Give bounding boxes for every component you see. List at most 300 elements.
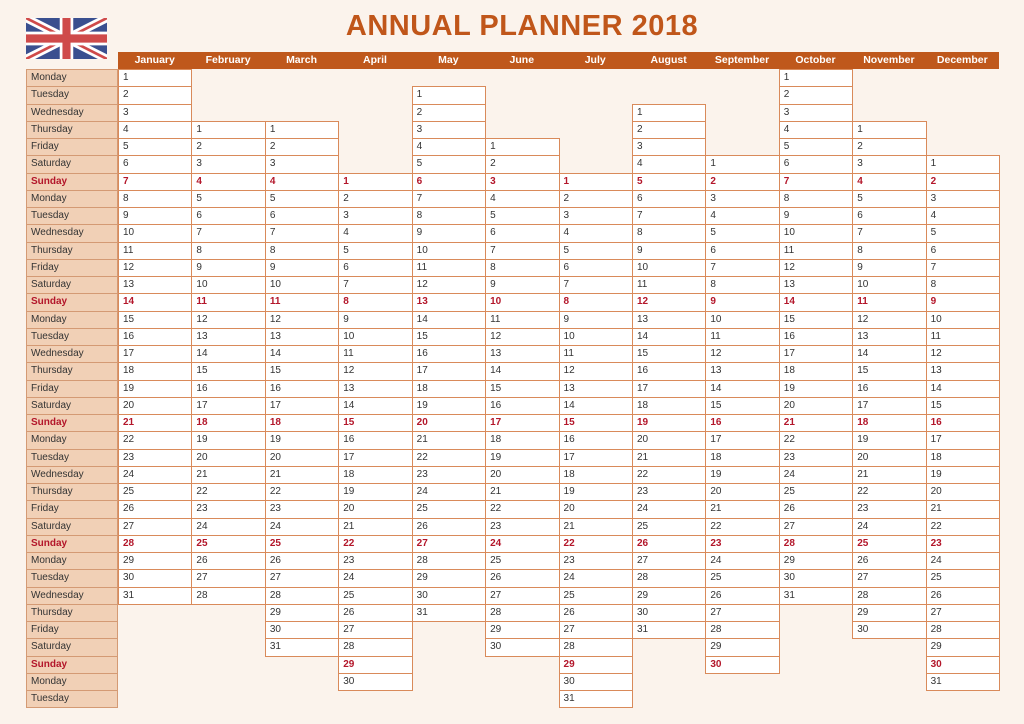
day-cell-august-1[interactable]: 1 [632,104,706,122]
day-cell-april-26[interactable]: 26 [338,604,412,622]
day-cell-june-21[interactable]: 21 [485,483,559,501]
day-cell-april-16[interactable]: 16 [338,431,412,449]
day-cell-january-17[interactable]: 17 [118,345,192,363]
day-cell-march-13[interactable]: 13 [265,328,339,346]
day-cell-august-20[interactable]: 20 [632,431,706,449]
day-cell-october-4[interactable]: 4 [779,121,853,139]
day-cell-december-23[interactable]: 23 [926,535,1000,553]
day-cell-may-29[interactable]: 29 [412,569,486,587]
day-cell-june-16[interactable]: 16 [485,397,559,415]
day-cell-february-28[interactable]: 28 [191,587,265,605]
day-cell-october-18[interactable]: 18 [779,362,853,380]
day-cell-december-15[interactable]: 15 [926,397,1000,415]
day-cell-march-11[interactable]: 11 [265,293,339,311]
day-cell-july-11[interactable]: 11 [559,345,633,363]
day-cell-august-11[interactable]: 11 [632,276,706,294]
day-cell-february-19[interactable]: 19 [191,431,265,449]
day-cell-september-10[interactable]: 10 [705,311,779,329]
day-cell-february-17[interactable]: 17 [191,397,265,415]
day-cell-september-1[interactable]: 1 [705,155,779,173]
day-cell-june-25[interactable]: 25 [485,552,559,570]
day-cell-july-31[interactable]: 31 [559,690,633,708]
day-cell-november-10[interactable]: 10 [852,276,926,294]
day-cell-june-14[interactable]: 14 [485,362,559,380]
day-cell-may-10[interactable]: 10 [412,242,486,260]
day-cell-september-22[interactable]: 22 [705,518,779,536]
day-cell-march-7[interactable]: 7 [265,224,339,242]
day-cell-april-22[interactable]: 22 [338,535,412,553]
day-cell-january-13[interactable]: 13 [118,276,192,294]
day-cell-april-29[interactable]: 29 [338,656,412,674]
day-cell-july-14[interactable]: 14 [559,397,633,415]
day-cell-january-27[interactable]: 27 [118,518,192,536]
day-cell-june-9[interactable]: 9 [485,276,559,294]
day-cell-june-22[interactable]: 22 [485,500,559,518]
day-cell-may-7[interactable]: 7 [412,190,486,208]
day-cell-june-8[interactable]: 8 [485,259,559,277]
day-cell-september-11[interactable]: 11 [705,328,779,346]
day-cell-february-5[interactable]: 5 [191,190,265,208]
day-cell-october-28[interactable]: 28 [779,535,853,553]
day-cell-april-15[interactable]: 15 [338,414,412,432]
day-cell-august-2[interactable]: 2 [632,121,706,139]
day-cell-october-14[interactable]: 14 [779,293,853,311]
day-cell-december-2[interactable]: 2 [926,173,1000,191]
day-cell-june-11[interactable]: 11 [485,311,559,329]
day-cell-july-12[interactable]: 12 [559,362,633,380]
day-cell-june-3[interactable]: 3 [485,173,559,191]
day-cell-may-19[interactable]: 19 [412,397,486,415]
day-cell-january-18[interactable]: 18 [118,362,192,380]
day-cell-december-11[interactable]: 11 [926,328,1000,346]
day-cell-october-11[interactable]: 11 [779,242,853,260]
day-cell-march-19[interactable]: 19 [265,431,339,449]
day-cell-july-16[interactable]: 16 [559,431,633,449]
day-cell-april-8[interactable]: 8 [338,293,412,311]
day-cell-february-16[interactable]: 16 [191,380,265,398]
day-cell-march-9[interactable]: 9 [265,259,339,277]
day-cell-november-29[interactable]: 29 [852,604,926,622]
day-cell-july-13[interactable]: 13 [559,380,633,398]
day-cell-december-25[interactable]: 25 [926,569,1000,587]
day-cell-june-23[interactable]: 23 [485,518,559,536]
day-cell-september-24[interactable]: 24 [705,552,779,570]
day-cell-march-25[interactable]: 25 [265,535,339,553]
day-cell-april-9[interactable]: 9 [338,311,412,329]
day-cell-september-14[interactable]: 14 [705,380,779,398]
day-cell-november-27[interactable]: 27 [852,569,926,587]
day-cell-december-16[interactable]: 16 [926,414,1000,432]
day-cell-january-14[interactable]: 14 [118,293,192,311]
day-cell-june-27[interactable]: 27 [485,587,559,605]
day-cell-december-1[interactable]: 1 [926,155,1000,173]
day-cell-april-2[interactable]: 2 [338,190,412,208]
day-cell-october-26[interactable]: 26 [779,500,853,518]
day-cell-march-10[interactable]: 10 [265,276,339,294]
day-cell-november-30[interactable]: 30 [852,621,926,639]
day-cell-july-7[interactable]: 7 [559,276,633,294]
day-cell-september-16[interactable]: 16 [705,414,779,432]
day-cell-december-3[interactable]: 3 [926,190,1000,208]
day-cell-november-25[interactable]: 25 [852,535,926,553]
day-cell-september-15[interactable]: 15 [705,397,779,415]
day-cell-january-23[interactable]: 23 [118,449,192,467]
day-cell-october-25[interactable]: 25 [779,483,853,501]
day-cell-january-29[interactable]: 29 [118,552,192,570]
day-cell-november-11[interactable]: 11 [852,293,926,311]
day-cell-november-26[interactable]: 26 [852,552,926,570]
day-cell-october-16[interactable]: 16 [779,328,853,346]
day-cell-august-18[interactable]: 18 [632,397,706,415]
day-cell-september-5[interactable]: 5 [705,224,779,242]
day-cell-may-6[interactable]: 6 [412,173,486,191]
day-cell-december-17[interactable]: 17 [926,431,1000,449]
day-cell-april-20[interactable]: 20 [338,500,412,518]
day-cell-august-7[interactable]: 7 [632,207,706,225]
day-cell-february-22[interactable]: 22 [191,483,265,501]
day-cell-august-28[interactable]: 28 [632,569,706,587]
day-cell-may-18[interactable]: 18 [412,380,486,398]
day-cell-march-14[interactable]: 14 [265,345,339,363]
day-cell-october-21[interactable]: 21 [779,414,853,432]
day-cell-march-30[interactable]: 30 [265,621,339,639]
day-cell-july-19[interactable]: 19 [559,483,633,501]
day-cell-august-10[interactable]: 10 [632,259,706,277]
day-cell-september-7[interactable]: 7 [705,259,779,277]
day-cell-may-3[interactable]: 3 [412,121,486,139]
day-cell-june-7[interactable]: 7 [485,242,559,260]
day-cell-april-1[interactable]: 1 [338,173,412,191]
day-cell-october-9[interactable]: 9 [779,207,853,225]
day-cell-december-22[interactable]: 22 [926,518,1000,536]
day-cell-march-15[interactable]: 15 [265,362,339,380]
day-cell-may-13[interactable]: 13 [412,293,486,311]
day-cell-february-6[interactable]: 6 [191,207,265,225]
day-cell-september-19[interactable]: 19 [705,466,779,484]
day-cell-may-9[interactable]: 9 [412,224,486,242]
day-cell-october-3[interactable]: 3 [779,104,853,122]
day-cell-december-26[interactable]: 26 [926,587,1000,605]
day-cell-november-12[interactable]: 12 [852,311,926,329]
day-cell-november-19[interactable]: 19 [852,431,926,449]
day-cell-may-11[interactable]: 11 [412,259,486,277]
day-cell-february-21[interactable]: 21 [191,466,265,484]
day-cell-august-4[interactable]: 4 [632,155,706,173]
day-cell-june-4[interactable]: 4 [485,190,559,208]
day-cell-october-15[interactable]: 15 [779,311,853,329]
day-cell-march-23[interactable]: 23 [265,500,339,518]
day-cell-june-13[interactable]: 13 [485,345,559,363]
day-cell-october-19[interactable]: 19 [779,380,853,398]
day-cell-january-20[interactable]: 20 [118,397,192,415]
day-cell-september-8[interactable]: 8 [705,276,779,294]
day-cell-november-8[interactable]: 8 [852,242,926,260]
day-cell-december-8[interactable]: 8 [926,276,1000,294]
day-cell-december-13[interactable]: 13 [926,362,1000,380]
day-cell-april-12[interactable]: 12 [338,362,412,380]
day-cell-july-1[interactable]: 1 [559,173,633,191]
day-cell-september-23[interactable]: 23 [705,535,779,553]
day-cell-september-26[interactable]: 26 [705,587,779,605]
day-cell-march-17[interactable]: 17 [265,397,339,415]
day-cell-august-23[interactable]: 23 [632,483,706,501]
day-cell-october-24[interactable]: 24 [779,466,853,484]
day-cell-september-4[interactable]: 4 [705,207,779,225]
day-cell-july-18[interactable]: 18 [559,466,633,484]
day-cell-june-28[interactable]: 28 [485,604,559,622]
day-cell-july-15[interactable]: 15 [559,414,633,432]
day-cell-january-15[interactable]: 15 [118,311,192,329]
day-cell-may-27[interactable]: 27 [412,535,486,553]
day-cell-july-23[interactable]: 23 [559,552,633,570]
day-cell-may-15[interactable]: 15 [412,328,486,346]
day-cell-august-12[interactable]: 12 [632,293,706,311]
day-cell-november-24[interactable]: 24 [852,518,926,536]
day-cell-february-27[interactable]: 27 [191,569,265,587]
day-cell-august-30[interactable]: 30 [632,604,706,622]
day-cell-may-16[interactable]: 16 [412,345,486,363]
day-cell-march-3[interactable]: 3 [265,155,339,173]
day-cell-march-21[interactable]: 21 [265,466,339,484]
day-cell-january-26[interactable]: 26 [118,500,192,518]
day-cell-march-8[interactable]: 8 [265,242,339,260]
day-cell-february-15[interactable]: 15 [191,362,265,380]
day-cell-january-6[interactable]: 6 [118,155,192,173]
day-cell-july-2[interactable]: 2 [559,190,633,208]
day-cell-december-10[interactable]: 10 [926,311,1000,329]
day-cell-october-17[interactable]: 17 [779,345,853,363]
day-cell-december-27[interactable]: 27 [926,604,1000,622]
day-cell-august-14[interactable]: 14 [632,328,706,346]
day-cell-january-8[interactable]: 8 [118,190,192,208]
day-cell-june-30[interactable]: 30 [485,638,559,656]
day-cell-may-31[interactable]: 31 [412,604,486,622]
day-cell-april-5[interactable]: 5 [338,242,412,260]
day-cell-august-6[interactable]: 6 [632,190,706,208]
day-cell-january-7[interactable]: 7 [118,173,192,191]
day-cell-september-20[interactable]: 20 [705,483,779,501]
day-cell-november-17[interactable]: 17 [852,397,926,415]
day-cell-september-28[interactable]: 28 [705,621,779,639]
day-cell-april-30[interactable]: 30 [338,673,412,691]
day-cell-march-24[interactable]: 24 [265,518,339,536]
day-cell-july-8[interactable]: 8 [559,293,633,311]
day-cell-may-1[interactable]: 1 [412,86,486,104]
day-cell-september-25[interactable]: 25 [705,569,779,587]
day-cell-october-13[interactable]: 13 [779,276,853,294]
day-cell-may-8[interactable]: 8 [412,207,486,225]
day-cell-may-30[interactable]: 30 [412,587,486,605]
day-cell-december-5[interactable]: 5 [926,224,1000,242]
day-cell-october-30[interactable]: 30 [779,569,853,587]
day-cell-july-17[interactable]: 17 [559,449,633,467]
day-cell-august-24[interactable]: 24 [632,500,706,518]
day-cell-april-3[interactable]: 3 [338,207,412,225]
day-cell-february-12[interactable]: 12 [191,311,265,329]
day-cell-june-6[interactable]: 6 [485,224,559,242]
day-cell-january-24[interactable]: 24 [118,466,192,484]
day-cell-october-10[interactable]: 10 [779,224,853,242]
day-cell-july-21[interactable]: 21 [559,518,633,536]
day-cell-june-5[interactable]: 5 [485,207,559,225]
day-cell-august-26[interactable]: 26 [632,535,706,553]
day-cell-september-12[interactable]: 12 [705,345,779,363]
day-cell-august-5[interactable]: 5 [632,173,706,191]
day-cell-june-2[interactable]: 2 [485,155,559,173]
day-cell-june-1[interactable]: 1 [485,138,559,156]
day-cell-may-25[interactable]: 25 [412,500,486,518]
day-cell-june-15[interactable]: 15 [485,380,559,398]
day-cell-july-24[interactable]: 24 [559,569,633,587]
day-cell-september-27[interactable]: 27 [705,604,779,622]
day-cell-december-18[interactable]: 18 [926,449,1000,467]
day-cell-march-1[interactable]: 1 [265,121,339,139]
day-cell-april-27[interactable]: 27 [338,621,412,639]
day-cell-december-21[interactable]: 21 [926,500,1000,518]
day-cell-september-30[interactable]: 30 [705,656,779,674]
day-cell-july-30[interactable]: 30 [559,673,633,691]
day-cell-july-4[interactable]: 4 [559,224,633,242]
day-cell-july-29[interactable]: 29 [559,656,633,674]
day-cell-august-3[interactable]: 3 [632,138,706,156]
day-cell-november-13[interactable]: 13 [852,328,926,346]
day-cell-october-6[interactable]: 6 [779,155,853,173]
day-cell-january-5[interactable]: 5 [118,138,192,156]
day-cell-february-8[interactable]: 8 [191,242,265,260]
day-cell-november-14[interactable]: 14 [852,345,926,363]
day-cell-september-29[interactable]: 29 [705,638,779,656]
day-cell-april-4[interactable]: 4 [338,224,412,242]
day-cell-march-6[interactable]: 6 [265,207,339,225]
day-cell-january-10[interactable]: 10 [118,224,192,242]
day-cell-october-31[interactable]: 31 [779,587,853,605]
day-cell-june-18[interactable]: 18 [485,431,559,449]
day-cell-september-3[interactable]: 3 [705,190,779,208]
day-cell-august-25[interactable]: 25 [632,518,706,536]
day-cell-january-11[interactable]: 11 [118,242,192,260]
day-cell-november-16[interactable]: 16 [852,380,926,398]
day-cell-january-21[interactable]: 21 [118,414,192,432]
day-cell-february-10[interactable]: 10 [191,276,265,294]
day-cell-february-25[interactable]: 25 [191,535,265,553]
day-cell-november-4[interactable]: 4 [852,173,926,191]
day-cell-november-23[interactable]: 23 [852,500,926,518]
day-cell-august-21[interactable]: 21 [632,449,706,467]
day-cell-april-24[interactable]: 24 [338,569,412,587]
day-cell-april-23[interactable]: 23 [338,552,412,570]
day-cell-may-17[interactable]: 17 [412,362,486,380]
day-cell-july-25[interactable]: 25 [559,587,633,605]
day-cell-february-2[interactable]: 2 [191,138,265,156]
day-cell-november-21[interactable]: 21 [852,466,926,484]
day-cell-october-12[interactable]: 12 [779,259,853,277]
day-cell-april-18[interactable]: 18 [338,466,412,484]
day-cell-october-23[interactable]: 23 [779,449,853,467]
day-cell-november-3[interactable]: 3 [852,155,926,173]
day-cell-may-22[interactable]: 22 [412,449,486,467]
day-cell-april-28[interactable]: 28 [338,638,412,656]
day-cell-january-2[interactable]: 2 [118,86,192,104]
day-cell-february-3[interactable]: 3 [191,155,265,173]
day-cell-october-29[interactable]: 29 [779,552,853,570]
day-cell-november-9[interactable]: 9 [852,259,926,277]
day-cell-june-10[interactable]: 10 [485,293,559,311]
day-cell-july-20[interactable]: 20 [559,500,633,518]
day-cell-april-21[interactable]: 21 [338,518,412,536]
day-cell-march-29[interactable]: 29 [265,604,339,622]
day-cell-august-27[interactable]: 27 [632,552,706,570]
day-cell-march-26[interactable]: 26 [265,552,339,570]
day-cell-may-12[interactable]: 12 [412,276,486,294]
day-cell-may-21[interactable]: 21 [412,431,486,449]
day-cell-april-17[interactable]: 17 [338,449,412,467]
day-cell-may-24[interactable]: 24 [412,483,486,501]
day-cell-january-31[interactable]: 31 [118,587,192,605]
day-cell-august-19[interactable]: 19 [632,414,706,432]
day-cell-january-22[interactable]: 22 [118,431,192,449]
day-cell-november-15[interactable]: 15 [852,362,926,380]
day-cell-january-16[interactable]: 16 [118,328,192,346]
day-cell-june-19[interactable]: 19 [485,449,559,467]
day-cell-january-30[interactable]: 30 [118,569,192,587]
day-cell-july-22[interactable]: 22 [559,535,633,553]
day-cell-february-14[interactable]: 14 [191,345,265,363]
day-cell-april-25[interactable]: 25 [338,587,412,605]
day-cell-january-25[interactable]: 25 [118,483,192,501]
day-cell-april-13[interactable]: 13 [338,380,412,398]
day-cell-august-16[interactable]: 16 [632,362,706,380]
day-cell-september-13[interactable]: 13 [705,362,779,380]
day-cell-september-6[interactable]: 6 [705,242,779,260]
day-cell-july-28[interactable]: 28 [559,638,633,656]
day-cell-november-1[interactable]: 1 [852,121,926,139]
day-cell-march-5[interactable]: 5 [265,190,339,208]
day-cell-january-12[interactable]: 12 [118,259,192,277]
day-cell-june-24[interactable]: 24 [485,535,559,553]
day-cell-february-11[interactable]: 11 [191,293,265,311]
day-cell-may-14[interactable]: 14 [412,311,486,329]
day-cell-november-6[interactable]: 6 [852,207,926,225]
day-cell-march-22[interactable]: 22 [265,483,339,501]
day-cell-july-9[interactable]: 9 [559,311,633,329]
day-cell-may-28[interactable]: 28 [412,552,486,570]
day-cell-october-8[interactable]: 8 [779,190,853,208]
day-cell-december-24[interactable]: 24 [926,552,1000,570]
day-cell-january-28[interactable]: 28 [118,535,192,553]
day-cell-february-24[interactable]: 24 [191,518,265,536]
day-cell-may-26[interactable]: 26 [412,518,486,536]
day-cell-october-27[interactable]: 27 [779,518,853,536]
day-cell-july-10[interactable]: 10 [559,328,633,346]
day-cell-august-17[interactable]: 17 [632,380,706,398]
day-cell-january-9[interactable]: 9 [118,207,192,225]
day-cell-august-8[interactable]: 8 [632,224,706,242]
day-cell-march-12[interactable]: 12 [265,311,339,329]
day-cell-december-29[interactable]: 29 [926,638,1000,656]
day-cell-september-21[interactable]: 21 [705,500,779,518]
day-cell-november-2[interactable]: 2 [852,138,926,156]
day-cell-may-5[interactable]: 5 [412,155,486,173]
day-cell-december-30[interactable]: 30 [926,656,1000,674]
day-cell-january-4[interactable]: 4 [118,121,192,139]
day-cell-february-1[interactable]: 1 [191,121,265,139]
day-cell-february-13[interactable]: 13 [191,328,265,346]
day-cell-september-2[interactable]: 2 [705,173,779,191]
day-cell-august-22[interactable]: 22 [632,466,706,484]
day-cell-september-17[interactable]: 17 [705,431,779,449]
day-cell-october-2[interactable]: 2 [779,86,853,104]
day-cell-april-6[interactable]: 6 [338,259,412,277]
